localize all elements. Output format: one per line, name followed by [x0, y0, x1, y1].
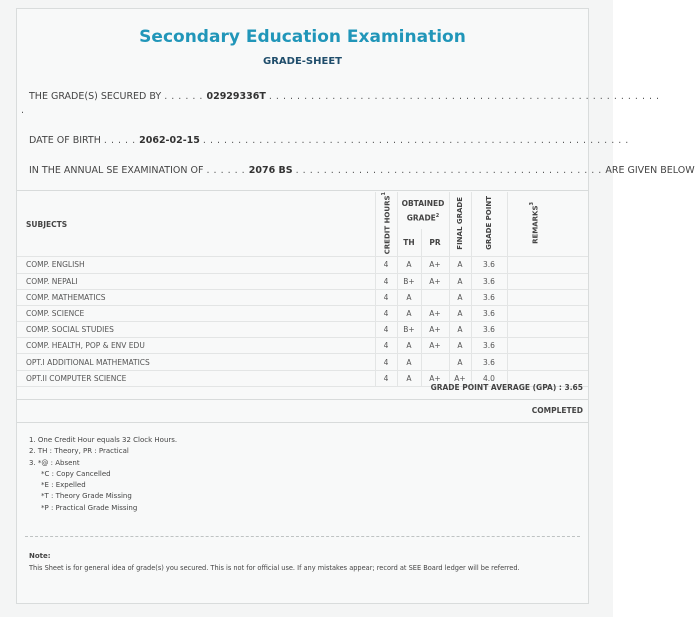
pr-grade-cell: A+: [421, 338, 449, 354]
final-grade-cell: A+: [449, 370, 471, 386]
remarks-cell: [507, 305, 588, 321]
subject-cell: COMP. SCIENCE: [17, 305, 375, 321]
subject-cell: OPT.I ADDITIONAL MATHEMATICS: [17, 354, 375, 370]
divider: [17, 399, 588, 400]
pr-grade-cell: A+: [421, 322, 449, 338]
footnote: 1. One Credit Hour equals 32 Clock Hours.: [29, 436, 178, 444]
remarks-cell: [507, 338, 588, 354]
credit-cell: 4: [375, 289, 397, 305]
subject-cell: OPT.II COMPUTER SCIENCE: [17, 370, 375, 386]
grade-sheet: [16, 8, 695, 604]
th-grade-cell: B+: [397, 273, 421, 289]
remarks-header: REMARKS$^3$: [507, 192, 588, 257]
credit-cell: 4: [375, 370, 397, 386]
final-grade-cell: A: [449, 305, 471, 321]
remarks-cell: [507, 289, 588, 305]
grade-point-cell: 3.6: [471, 322, 507, 338]
page-title: Secondary Education Examination: [139, 27, 466, 47]
table-row: [17, 338, 588, 354]
final-grade-cell: A: [449, 354, 471, 370]
symbol-number: 02929336T: [206, 91, 266, 102]
final-grade-cell: A: [449, 289, 471, 305]
grade-point-cell: 3.6: [471, 289, 507, 305]
subject-cell: COMP. ENGLISH: [17, 257, 375, 273]
exam-suffix: ARE GIVEN BELOW: [605, 165, 695, 176]
footnote: *C : Copy Cancelled: [41, 469, 111, 478]
exam-label: IN THE ANNUAL SE EXAMINATION OF: [29, 165, 204, 176]
credit-cell: 4: [375, 322, 397, 338]
grade-point-cell: 3.6: [471, 257, 507, 273]
exam-year: 2076 BS: [248, 165, 293, 176]
gpa-label: GRADE POINT AVERAGE (GPA) :: [430, 383, 562, 392]
final-grade-cell: A: [449, 322, 471, 338]
table-row: [17, 257, 588, 273]
remarks-cell: [507, 273, 588, 289]
gpa-line: [431, 383, 583, 392]
remarks-cell: [507, 322, 588, 338]
grades-secured-line: THE GRADE(S) SECURED BY . . . . . . 02929336T . . . . . . . . . . . . . . . . . . . . . . . . . . . . . . . . . . . . . . . . . . . . . . . . . . . . . . . .: [29, 91, 660, 102]
note-text: This Sheet is for general idea of grade(s) you secured. This is not for official use. If any mistakes appear; record at SEE Board ledger will be referred.: [29, 564, 520, 572]
th-grade-cell: A: [397, 338, 421, 354]
exam-line: IN THE ANNUAL SE EXAMINATION OF . . . . . . 2076 BS . . . . . . . . . . . . . . . . . . . . . . . . . . . . . . . . . . . . . . . . . . . . ARE GIVEN BELOW: [29, 165, 695, 176]
gpa-value: 3.65: [564, 383, 583, 392]
th-grade-cell: A: [397, 289, 421, 305]
dashed-divider: [25, 536, 580, 537]
sheet-subtitle: GRADE-SHEET: [263, 56, 342, 67]
table-row: [17, 322, 588, 338]
footnote: *T : Theory Grade Missing: [41, 492, 132, 501]
th-grade-cell: B+: [397, 322, 421, 338]
final-grade-header: FINAL GRADE: [449, 192, 471, 257]
pr-grade-cell: [421, 354, 449, 370]
table-row: [17, 305, 588, 321]
th-header: TH: [397, 229, 421, 257]
pr-grade-cell: A+: [421, 370, 449, 386]
note-title: Note:: [29, 552, 51, 560]
grade-point-header: GRADE POINT: [471, 192, 507, 257]
credit-cell: 4: [375, 273, 397, 289]
footnote: 2. TH : Theory, PR : Practical: [29, 447, 129, 456]
pr-grade-cell: A+: [421, 257, 449, 273]
credit-hours-header: CREDIT HOURS$^1$: [375, 192, 397, 257]
table-row: [17, 354, 588, 370]
credit-cell: 4: [375, 257, 397, 273]
divider: [17, 422, 588, 423]
status-badge: COMPLETED: [531, 406, 583, 415]
dob-label: DATE OF BIRTH: [29, 135, 101, 146]
dot-continuation: .: [21, 105, 25, 116]
footnotes: [29, 435, 177, 514]
grades-secured-label: THE GRADE(S) SECURED BY: [29, 91, 162, 102]
grade-point-cell: 3.6: [471, 273, 507, 289]
grades-table: [17, 192, 588, 387]
subject-cell: COMP. NEPALI: [17, 273, 375, 289]
pr-header: PR: [421, 229, 449, 257]
final-grade-cell: A: [449, 273, 471, 289]
th-grade-cell: A: [397, 354, 421, 370]
obtained-grade-header: OBTAINED GRADE$^2$: [397, 192, 449, 229]
subject-cell: COMP. HEALTH, POP & ENV EDU: [17, 338, 375, 354]
th-grade-cell: A: [397, 305, 421, 321]
final-grade-cell: A: [449, 338, 471, 354]
grade-point-cell: 3.6: [471, 338, 507, 354]
footnote: *E : Expelled: [41, 481, 86, 490]
remarks-cell: [507, 354, 588, 370]
credit-cell: 4: [375, 338, 397, 354]
credit-cell: 4: [375, 354, 397, 370]
divider: [17, 190, 588, 191]
subject-cell: COMP. SOCIAL STUDIES: [17, 322, 375, 338]
subject-cell: COMP. MATHEMATICS: [17, 289, 375, 305]
grade-point-cell: 4.0: [471, 370, 507, 386]
table-row: [17, 289, 588, 305]
table-header-row: [17, 192, 588, 229]
credit-cell: 4: [375, 305, 397, 321]
subjects-header: SUBJECTS: [17, 192, 375, 257]
footnote: *P : Practical Grade Missing: [41, 503, 138, 512]
table-row: [17, 273, 588, 289]
dob-line: DATE OF BIRTH . . . . . 2062-02-15 . . . . . . . . . . . . . . . . . . . . . . . . . . . . . . . . . . . . . . . . . . . . . . . . . . . . . . . . . . . . .: [29, 135, 629, 146]
pr-grade-cell: [421, 289, 449, 305]
th-grade-cell: A: [397, 257, 421, 273]
pr-grade-cell: A+: [421, 273, 449, 289]
grade-point-cell: 3.6: [471, 354, 507, 370]
dob-value: 2062-02-15: [139, 135, 200, 146]
pr-grade-cell: A+: [421, 305, 449, 321]
remarks-cell: [507, 257, 588, 273]
th-grade-cell: A: [397, 370, 421, 386]
final-grade-cell: A: [449, 257, 471, 273]
footnote: 3. *@ : Absent: [29, 458, 80, 467]
grade-point-cell: 3.6: [471, 305, 507, 321]
